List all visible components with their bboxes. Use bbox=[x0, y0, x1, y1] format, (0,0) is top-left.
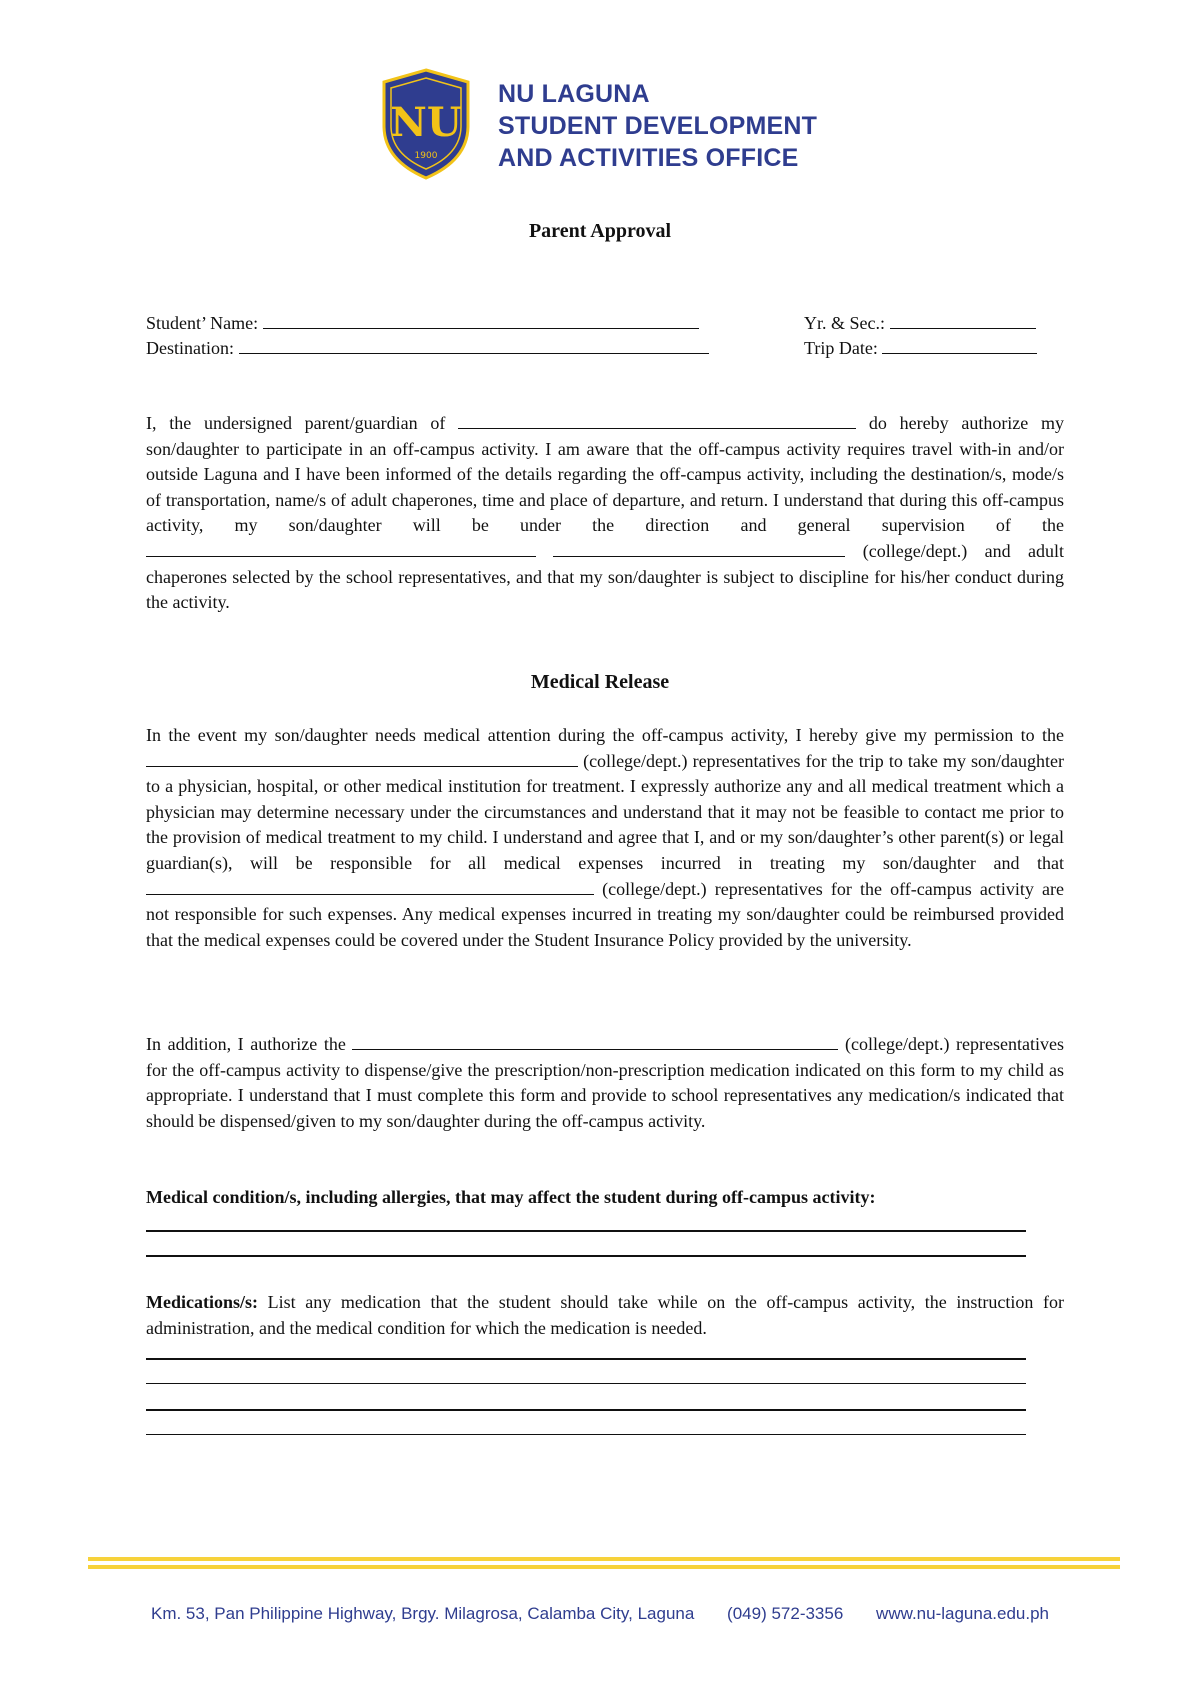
p3-text-a: In addition, I authorize the bbox=[146, 1034, 346, 1054]
not-responsible-college-field[interactable] bbox=[146, 880, 594, 895]
nu-crest-logo bbox=[378, 68, 474, 180]
p3-text-b: (college/dept.) bbox=[845, 1034, 950, 1054]
permission-college-field[interactable] bbox=[146, 752, 578, 767]
medication-authorization-paragraph bbox=[146, 1032, 1064, 1134]
medications-line-2[interactable] bbox=[146, 1383, 1026, 1384]
crest-year: 1900 bbox=[414, 151, 438, 161]
medications-label: Medications/s: bbox=[146, 1292, 258, 1312]
supervising-college-field-2[interactable] bbox=[553, 542, 845, 557]
p3-text-c: representatives for the off-campus activity to dispense/give the prescription/non-prescription medication indicated on this form to my child as appropriate. I understand that I must complete this form and provide to school representatives any medication/s indicated that should be dispensed/given to my son/daughter during the off-campus activity. bbox=[146, 1034, 1064, 1131]
letterhead bbox=[378, 68, 838, 180]
org-name bbox=[498, 78, 817, 174]
destination-label: Destination: bbox=[146, 338, 234, 358]
crest-letters: NU bbox=[390, 99, 462, 146]
medications-line-3[interactable] bbox=[146, 1409, 1026, 1411]
supervising-college-field-1[interactable] bbox=[146, 542, 536, 557]
conditions-line-1[interactable] bbox=[146, 1230, 1026, 1232]
footer-phone: (049) 572-3356 bbox=[727, 1604, 844, 1623]
medications-instructions: List any medication that the student should take while on the off-campus activity, the instruction for administration, and the medical condition for which the medication is needed. bbox=[146, 1292, 1064, 1338]
p1-text-a: I, the undersigned parent/guardian of bbox=[146, 413, 446, 433]
yr-sec-field[interactable] bbox=[890, 312, 1036, 329]
parent-approval-paragraph bbox=[146, 411, 1064, 616]
org-line-2: STUDENT DEVELOPMENT bbox=[498, 112, 818, 140]
dispense-college-field[interactable] bbox=[352, 1035, 838, 1050]
student-name-row bbox=[146, 312, 699, 334]
footer-divider-top bbox=[88, 1557, 1120, 1561]
yr-sec-label: Yr. & Sec.: bbox=[804, 313, 885, 333]
medications-paragraph bbox=[146, 1290, 1064, 1341]
medications-line-4[interactable] bbox=[146, 1434, 1026, 1435]
medical-release-title: Medical Release bbox=[530, 671, 670, 693]
medical-conditions-label: Medical condition/s, including allergies, that may affect the student during off-campus activity: bbox=[146, 1187, 876, 1207]
trip-date-row bbox=[804, 337, 1037, 359]
child-name-field[interactable] bbox=[458, 414, 856, 429]
footer-divider-bottom bbox=[88, 1565, 1120, 1569]
footer-website[interactable]: www.nu-laguna.edu.ph bbox=[876, 1604, 1050, 1623]
medications-line-1[interactable] bbox=[146, 1358, 1026, 1360]
p2-text-c: (college/dept.) representatives for the off-campus activity are not responsible for such expenses. Any medical expenses incurred in treating my son/daughter could be reimbursed provided that the medical expenses could be covered under the Student Insurance Policy provided by the university. bbox=[146, 878, 1064, 950]
p1-text-b: do hereby authorize my son/daughter to participate in an off-campus activity. I am aware that the off-campus activity requires travel with-in and/or outside Laguna and I have been informed of the details regarding the off-campus activity, including the destination/s, mode/s of transportation, name/s of adult chaperones, time and place of departure, and return. I understand that during this off-campus activity, my son/daughter will be under the direction and general supervision of the bbox=[146, 413, 1065, 536]
footer-address: Km. 53, Pan Philippine Highway, Brgy. Milagrosa, Calamba City, Laguna bbox=[150, 1604, 695, 1623]
p1-text-c: (college/dept.) and adult chaperones selected by the school representatives, and that my son/daughter is subject to discipline for his/her conduct during the activity. bbox=[146, 540, 1064, 613]
yr-sec-row bbox=[804, 312, 1036, 334]
student-name-label: Student’ Name: bbox=[146, 313, 259, 333]
parent-approval-title: Parent Approval bbox=[528, 220, 672, 242]
trip-date-field[interactable] bbox=[882, 337, 1037, 354]
medical-release-paragraph bbox=[146, 723, 1064, 953]
org-line-3: AND ACTIVITIES OFFICE bbox=[498, 144, 799, 172]
conditions-line-2[interactable] bbox=[146, 1255, 1026, 1257]
student-name-field[interactable] bbox=[263, 312, 699, 329]
destination-row bbox=[146, 337, 709, 359]
footer bbox=[0, 1604, 1200, 1624]
org-line-1: NU LAGUNA bbox=[498, 80, 650, 108]
destination-field[interactable] bbox=[239, 337, 709, 354]
p2-text-a: In the event my son/daughter needs medical attention during the off-campus activity, I hereby give my permission to the bbox=[146, 725, 1064, 745]
p2-text-b: (college/dept.) representatives for the trip to take my son/daughter to a physician, hospital, or other medical institution for treatment. I expressly authorize any and all medical treatment which a physician may determine necessary under the circumstances and understand that it may not be feasible to contact me prior to the provision of medical treatment to my child. I understand and agree that I, and or my son/daughter’s other parent(s) or legal guardian(s), will be responsible for all medical expenses incurred in treating my son/daughter and that bbox=[146, 750, 1064, 873]
trip-date-label: Trip Date: bbox=[804, 338, 878, 358]
